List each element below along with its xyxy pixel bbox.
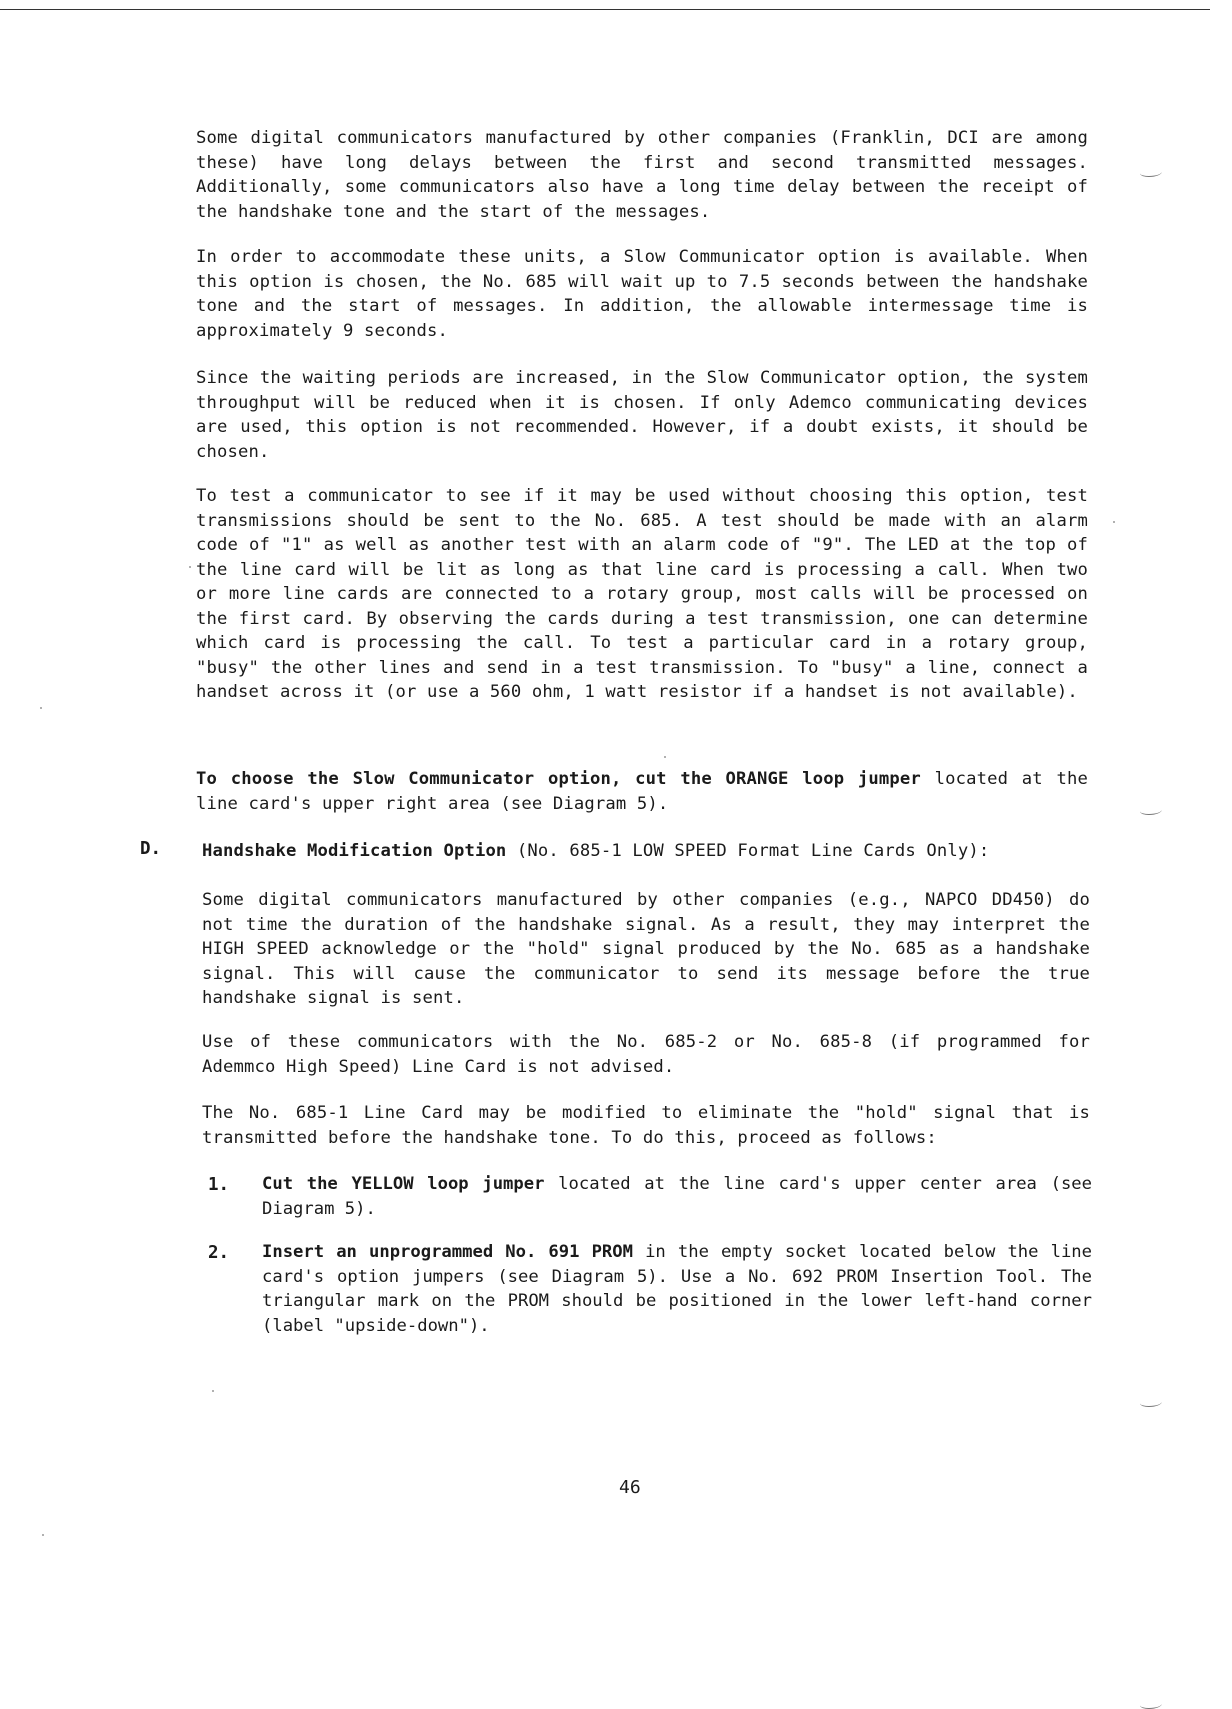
- step-number: 1.: [208, 1175, 230, 1195]
- binding-hole-mark: [1140, 1700, 1162, 1709]
- step-cut-yellow: [262, 1172, 1092, 1221]
- paragraph-choose-slow: [196, 767, 1088, 816]
- paragraph-not-advised: Use of these communicators with the No. 685-2 or No. 685-8 (if programmed for Ademmco High Speed) Line Card is not advised.: [202, 1032, 1090, 1077]
- page-number: 46: [619, 1477, 641, 1498]
- paragraph-throughput: Since the waiting periods are increased, in the Slow Communicator option, the system throughput will be reduced when it is chosen. If only Ademco communicating devices are used, this option is not recommended. However, if a doubt exists, it should be chosen.: [196, 368, 1088, 462]
- paragraph-slow-option: In order to accommodate these units, a Slow Communicator option is available. When this option is chosen, the No. 685 will wait up to 7.5 seconds between the handshake tone and the start of messages. In addition, the allowable intermessage time is approximately 9 seconds.: [196, 247, 1088, 341]
- step-detail: located at the line card's upper center area (see Diagram 5).: [262, 1174, 1092, 1219]
- scan-speck: [664, 756, 666, 758]
- binding-hole-mark: [1140, 1398, 1162, 1407]
- section-letter-d: D.: [140, 839, 162, 859]
- scan-speck: [40, 707, 42, 709]
- step-detail: in the empty socket located below the line card's option jumpers (see Diagram 5). Use a No. 692 PROM Insertion Tool. The triangular mark on the PROM should be positioned in the lower left-hand corner (label "upside-down").: [262, 1242, 1092, 1336]
- step-number: 2.: [208, 1243, 230, 1263]
- scan-speck: [212, 1390, 214, 1392]
- step-instruction: Cut the YELLOW loop jumper: [262, 1174, 545, 1194]
- scan-speck: [189, 566, 191, 568]
- section-d-heading: [202, 839, 1094, 864]
- scan-speck: [42, 1534, 44, 1536]
- binding-hole-mark: [1140, 806, 1162, 815]
- choose-slow-location: located at the line card's upper right area (see Diagram 5).: [196, 769, 1088, 814]
- paragraph-test-communicator: To test a communicator to see if it may be used without choosing this option, test transmissions should be sent to the No. 685. A test should be made with an alarm code of "1" as well as another test with an alarm code of "9". The LED at the top of the line card will be lit as long as that line card is processing a call. When two or more line cards are connected to a rotary group, most calls will be processed on the first card. By observing the cards during a test transmission, one can determine which card is processing the call. To test a particular card in a rotary group, "busy" the other lines and send in a test transmission. To "busy" a line, connect a handset across it (or use a 560 ohm, 1 watt resistor if a handset is not available).: [196, 486, 1088, 702]
- paragraph-modify-card: The No. 685-1 Line Card may be modified to eliminate the "hold" signal that is transmitted before the handshake tone. To do this, proceed as follows:: [202, 1103, 1090, 1148]
- paragraph-slow-delays: Some digital communicators manufactured by other companies (Franklin, DCI are among these) have long delays between the first and second transmitted messages. Additionally, some communicators also have a long time delay between the receipt of the handshake tone and the start of the messages.: [196, 128, 1088, 222]
- top-rule: [0, 9, 1210, 10]
- section-d-title: Handshake Modification Option: [202, 841, 507, 861]
- scan-speck: [1113, 521, 1115, 523]
- step-instruction: Insert an unprogrammed No. 691 PROM: [262, 1242, 633, 1262]
- section-d-scope: (No. 685-1 LOW SPEED Format Line Cards Only):: [506, 841, 990, 861]
- step-insert-prom: [262, 1240, 1092, 1338]
- choose-slow-instruction: To choose the Slow Communicator option, cut the ORANGE loop jumper: [196, 769, 921, 789]
- paragraph-napco: Some digital communicators manufactured by other companies (e.g., NAPCO DD450) do not time the duration of the handshake signal. As a result, they may interpret the HIGH SPEED acknowledge or the "hold" signal produced by the No. 685 as a handshake signal. This will cause the communicator to send its message before the true handshake signal is sent.: [202, 890, 1090, 1008]
- binding-hole-mark: [1140, 168, 1162, 177]
